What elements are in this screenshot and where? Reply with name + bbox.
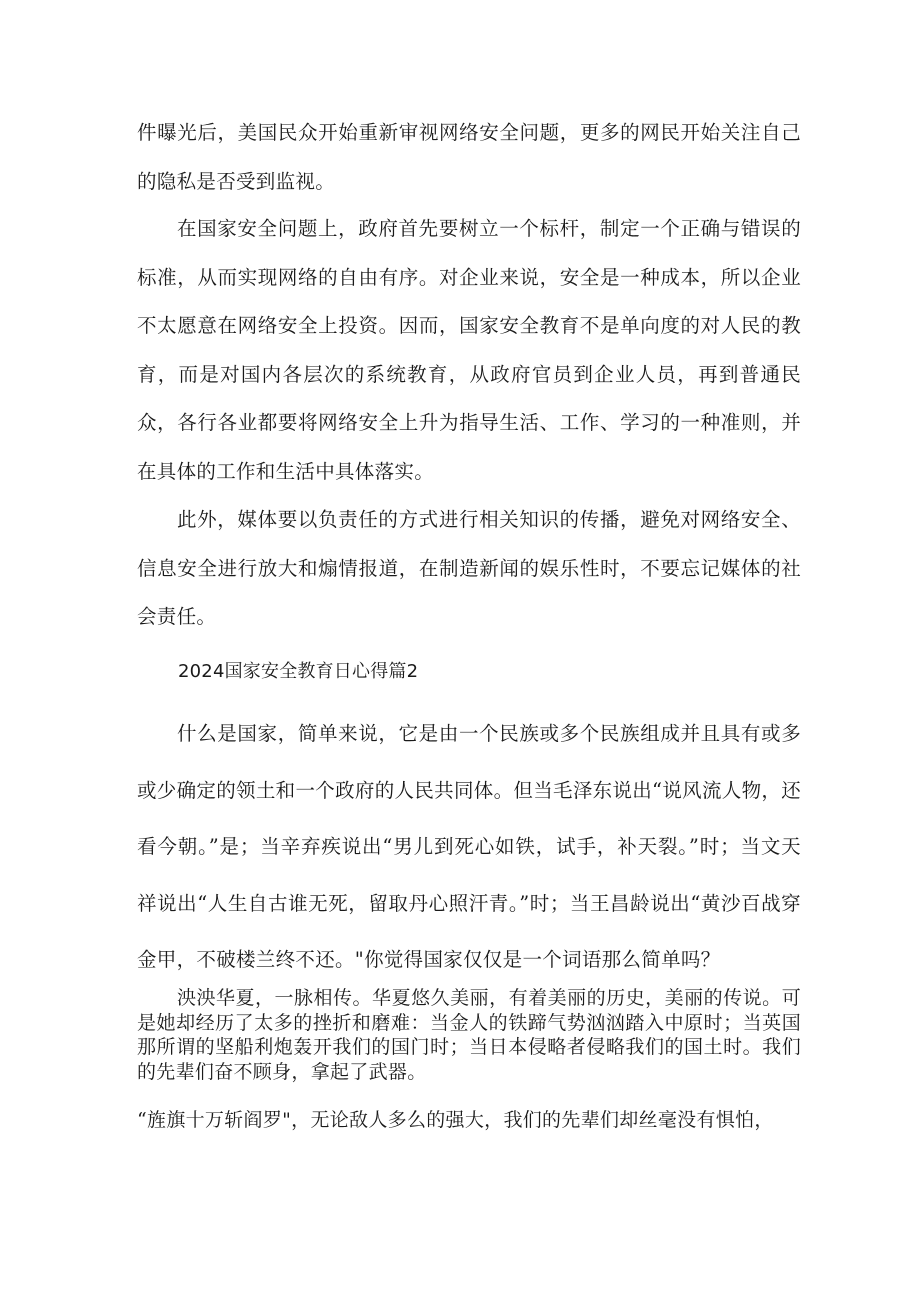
paragraph-what-is-nation: 什么是国家，简单来说，它是由一个民族或多个民族组成并且具有或多或少确定的领土和一个政府的人民共同体。但当毛泽东说出“说风流人物，还看今朝。”是；当辛弃疾说出“男儿到死心如铁，试手，补天裂。”时；当文天祥说出“人生自古谁无死，留取丹心照汗青。”时；当王昌龄说出“黄沙百战穿金甲，不破楼兰终不还。"你觉得国家仅仅是一个词语那么简单吗？ [137, 722, 801, 971]
section-heading: 2024国家安全教育日心得篇2 [178, 661, 419, 682]
paragraph-ancestors-courage: “旌旗十万斩阎罗"，无论敌人多么的强大，我们的先辈们却丝毫没有惧怕， [137, 1109, 774, 1131]
paragraph-chinese-history: 泱泱华夏，一脉相传。华夏悠久美丽，有着美丽的历史，美丽的传说。可是她却经历了太多的挫折和磨难：当金人的铁蹄气势汹汹踏入中原时；当英国那所谓的坚船利炮轰开我们的国门时；当日本侵略者侵略我们的国土时。我们的先辈们奋不顾身，拿起了武器。 [137, 987, 801, 1083]
paragraph-national-security-standard: 在国家安全问题上，政府首先要树立一个标杆，制定一个正确与错误的标准，从而实现网络的自由有序。对企业来说，安全是一种成本，所以企业不太愿意在网络安全上投资。因而，国家安全教育不是单向度的对人民的教育，而是对国内各层次的系统教育，从政府官员到企业人员，再到普通民众，各行各业都要将网络安全上升为指导生活、工作、学习的一种准则，并在具体的工作和生活中具体落实。 [137, 217, 801, 483]
paragraph-privacy: 件曝光后，美国民众开始重新审视网络安全问题，更多的网民开始关注自己的隐私是否受到监视。 [137, 121, 801, 193]
paragraph-media-responsibility: 此外，媒体要以负责任的方式进行相关知识的传播，避免对网络安全、信息安全进行放大和煽情报道，在制造新闻的娱乐性时，不要忘记媒体的社会责任。 [137, 508, 801, 628]
